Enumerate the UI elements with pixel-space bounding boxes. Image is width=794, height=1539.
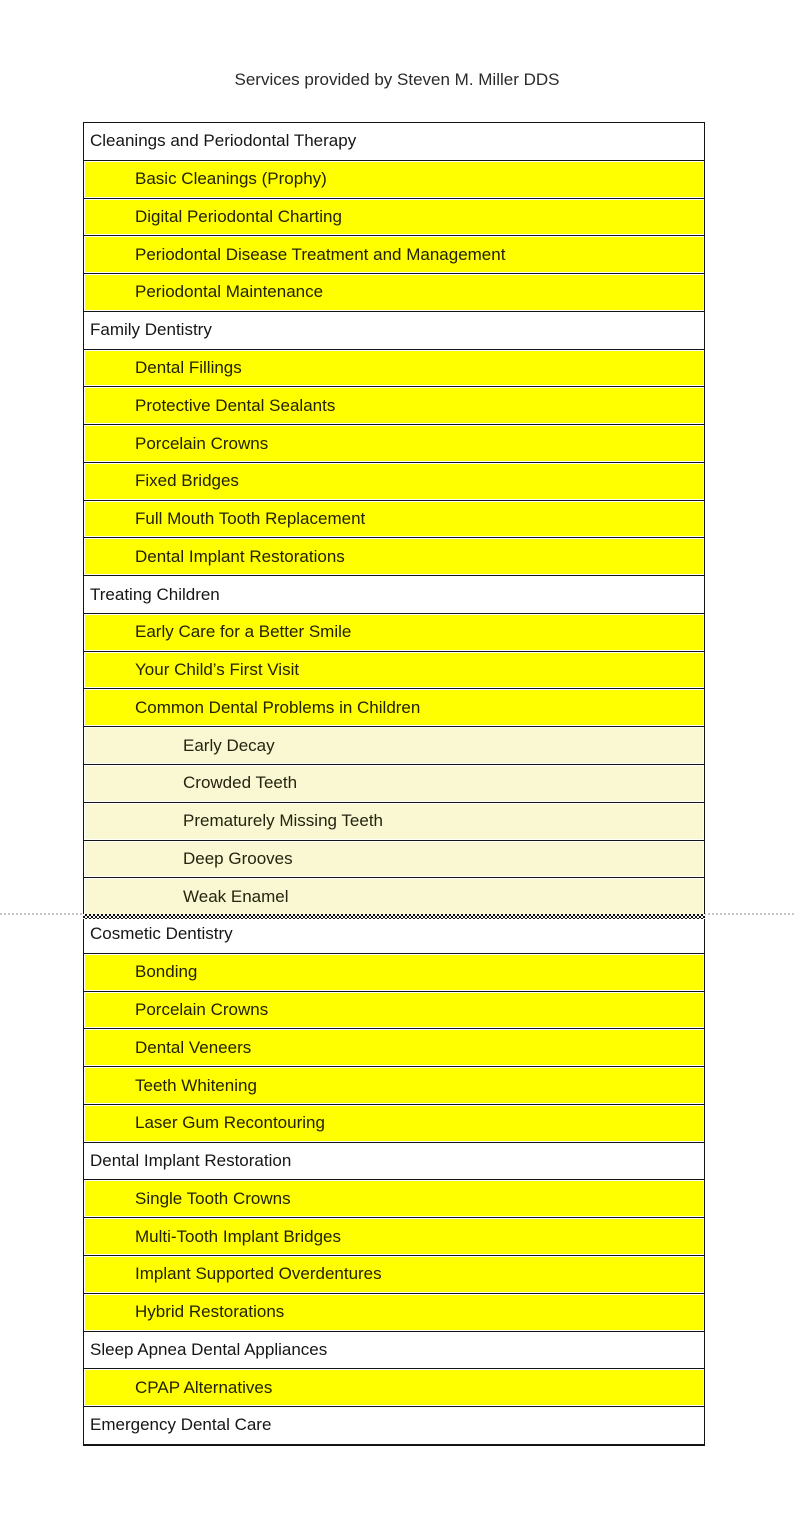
- row-label: Multi-Tooth Implant Bridges: [85, 1219, 703, 1254]
- table-row: [84, 916, 704, 954]
- row-label: Cosmetic Dentistry: [90, 924, 233, 944]
- table-row: [84, 425, 704, 463]
- row-label: Full Mouth Tooth Replacement: [85, 502, 703, 537]
- row-label: Prematurely Missing Teeth: [85, 804, 703, 839]
- row-label: Early Care for a Better Smile: [85, 615, 703, 650]
- table-row: [84, 878, 704, 916]
- table-row: [84, 161, 704, 199]
- table-row: [84, 803, 704, 841]
- row-label: Teeth Whitening: [85, 1068, 703, 1103]
- row-label: Your Child’s First Visit: [85, 653, 703, 688]
- row-label: Crowded Teeth: [85, 766, 703, 801]
- table-row: [84, 1067, 704, 1105]
- row-label: Implant Supported Overdentures: [85, 1257, 703, 1292]
- row-label: Periodontal Maintenance: [85, 275, 703, 310]
- row-label: Single Tooth Crowns: [85, 1181, 703, 1216]
- page-title: Services provided by Steven M. Miller DDS: [234, 70, 560, 89]
- table-row: [84, 1407, 704, 1445]
- row-label: Sleep Apnea Dental Appliances: [90, 1339, 328, 1359]
- table-row: [84, 312, 704, 350]
- row-label: Porcelain Crowns: [85, 993, 703, 1028]
- table-row: [84, 350, 704, 388]
- row-label: Treating Children: [90, 584, 220, 604]
- row-label: Fixed Bridges: [85, 464, 703, 499]
- row-label: CPAP Alternatives: [85, 1370, 703, 1405]
- row-label: Hybrid Restorations: [85, 1295, 703, 1330]
- table-row: [84, 1369, 704, 1407]
- row-label: Laser Gum Recontouring: [85, 1106, 703, 1141]
- table-row: [84, 199, 704, 237]
- row-label: Basic Cleanings (Prophy): [85, 162, 703, 197]
- table-row: [84, 992, 704, 1030]
- table-row: [84, 1143, 704, 1181]
- row-label: Protective Dental Sealants: [85, 388, 703, 423]
- row-label: Emergency Dental Care: [90, 1415, 272, 1435]
- table-row: [84, 1105, 704, 1143]
- services-table: [83, 122, 705, 1446]
- table-row: [84, 274, 704, 312]
- table-row: [84, 1218, 704, 1256]
- table-row: [84, 652, 704, 690]
- table-row: [84, 1256, 704, 1294]
- row-label: Periodontal Disease Treatment and Management: [85, 237, 703, 272]
- row-label: Digital Periodontal Charting: [85, 200, 703, 235]
- table-row: [84, 765, 704, 803]
- row-label: Bonding: [85, 955, 703, 990]
- row-label: Porcelain Crowns: [85, 426, 703, 461]
- row-label: Cleanings and Periodontal Therapy: [90, 131, 357, 151]
- table-row: [84, 614, 704, 652]
- row-label: Family Dentistry: [90, 320, 212, 340]
- table-row: [84, 463, 704, 501]
- table-row: [84, 387, 704, 425]
- row-label: Early Decay: [85, 728, 703, 763]
- table-row: [84, 689, 704, 727]
- row-label: Weak Enamel: [85, 879, 703, 914]
- row-label: Dental Implant Restoration: [90, 1151, 292, 1171]
- table-row: [84, 236, 704, 274]
- table-row: [84, 501, 704, 539]
- table-row: [84, 1029, 704, 1067]
- table-row: [84, 1180, 704, 1218]
- table-row: [84, 727, 704, 765]
- table-row: [84, 1332, 704, 1370]
- row-label: Deep Grooves: [85, 842, 703, 877]
- table-row: [84, 841, 704, 879]
- table-row: [84, 576, 704, 614]
- row-label: Dental Veneers: [85, 1030, 703, 1065]
- row-label: Dental Implant Restorations: [85, 539, 703, 574]
- table-row: [84, 954, 704, 992]
- table-row: [84, 123, 704, 161]
- row-label: Common Dental Problems in Children: [85, 690, 703, 725]
- row-label: Dental Fillings: [85, 351, 703, 386]
- table-row: [84, 538, 704, 576]
- table-row: [84, 1294, 704, 1332]
